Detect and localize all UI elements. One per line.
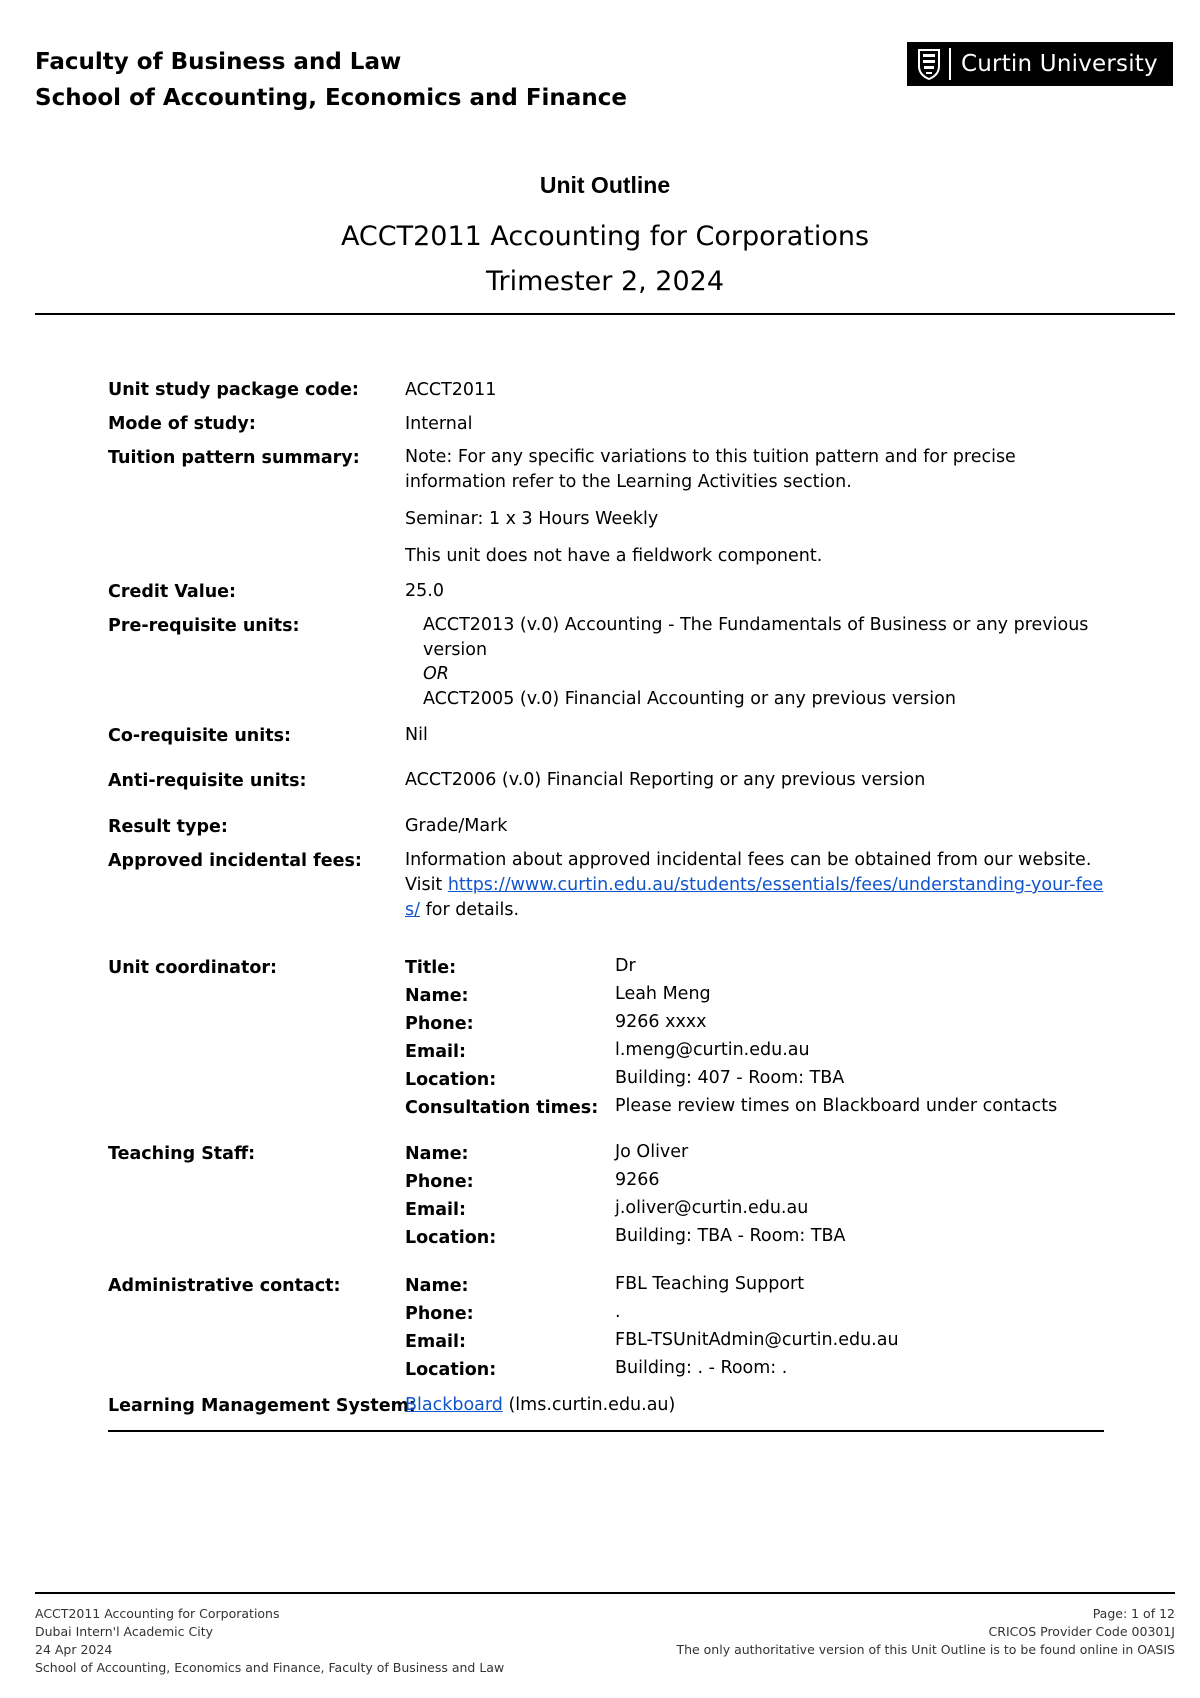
admin-location-label: Location: bbox=[405, 1360, 497, 1380]
prereq-unit-1: ACCT2013 (v.0) Accounting - The Fundamentals of Business or any previous version bbox=[423, 615, 1089, 660]
footer-cricos: CRICOS Provider Code 00301J bbox=[988, 1624, 1175, 1639]
teaching-location-label: Location: bbox=[405, 1228, 497, 1248]
coordinator-title-label: Title: bbox=[405, 958, 457, 978]
teaching-label: Teaching Staff: bbox=[108, 1144, 256, 1164]
lms-link[interactable]: Blackboard bbox=[405, 1395, 503, 1415]
coordinator-name: Leah Meng bbox=[615, 984, 711, 1004]
tuition-note: Note: For any specific variations to this tuition pattern and for precise information refer to the Learning Activities section. bbox=[405, 447, 1016, 492]
teaching-location: Building: TBA - Room: TBA bbox=[615, 1226, 846, 1246]
result-value: Grade/Mark bbox=[405, 816, 508, 836]
document-type: Unit Outline bbox=[539, 172, 671, 198]
coreq-label: Co-requisite units: bbox=[108, 726, 292, 746]
unit-term: Trimester 2, 2024 bbox=[485, 266, 725, 297]
coordinator-consult-label: Consultation times: bbox=[405, 1098, 599, 1118]
coordinator-email-label: Email: bbox=[405, 1042, 466, 1062]
lms-value bbox=[405, 1393, 1200, 1418]
coordinator-title: Dr bbox=[615, 956, 636, 976]
admin-location: Building: . - Room: . bbox=[615, 1358, 788, 1378]
result-label: Result type: bbox=[108, 817, 228, 837]
footer-page-number: Page: 1 of 12 bbox=[1092, 1606, 1175, 1621]
coordinator-location-label: Location: bbox=[405, 1070, 497, 1090]
teaching-name: Jo Oliver bbox=[615, 1142, 689, 1162]
logo-text: Curtin University bbox=[961, 51, 1158, 77]
prereq-or: OR bbox=[423, 664, 449, 684]
footer-school: School of Accounting, Economics and Finance, Faculty of Business and Law bbox=[35, 1660, 505, 1675]
coordinator-location: Building: 407 - Room: TBA bbox=[615, 1068, 845, 1088]
footer-campus: Dubai Intern'l Academic City bbox=[35, 1624, 213, 1639]
package-code-value: ACCT2011 bbox=[405, 380, 497, 400]
footer-left bbox=[35, 1605, 504, 1677]
footer-unit: ACCT2011 Accounting for Corporations bbox=[35, 1606, 280, 1621]
package-code-label: Unit study package code: bbox=[108, 380, 359, 400]
teaching-phone-label: Phone: bbox=[405, 1172, 474, 1192]
faculty-header bbox=[35, 44, 627, 116]
fees-link[interactable]: https://www.curtin.edu.au/students/essentials/fees/understanding-your-fees/ bbox=[405, 875, 1104, 920]
coordinator-label: Unit coordinator: bbox=[108, 958, 277, 978]
crest-icon bbox=[917, 48, 941, 80]
tuition-fieldwork: This unit does not have a fieldwork component. bbox=[405, 546, 823, 566]
coordinator-name-label: Name: bbox=[405, 986, 469, 1006]
footer-divider bbox=[35, 1592, 1175, 1594]
admin-phone-label: Phone: bbox=[405, 1304, 474, 1324]
footer-right bbox=[676, 1605, 1175, 1659]
footer-authoritative-note: The only authoritative version of this Unit Outline is to be found online in OASIS bbox=[676, 1642, 1175, 1657]
credit-value: 25.0 bbox=[405, 581, 444, 601]
coordinator-email: l.meng@curtin.edu.au bbox=[615, 1040, 810, 1060]
teaching-email: j.oliver@curtin.edu.au bbox=[615, 1198, 809, 1218]
mode-value: Internal bbox=[405, 414, 473, 434]
admin-email-label: Email: bbox=[405, 1332, 466, 1352]
coordinator-phone-label: Phone: bbox=[405, 1014, 474, 1034]
lms-url: (lms.curtin.edu.au) bbox=[508, 1395, 676, 1415]
teaching-phone: 9266 bbox=[615, 1170, 660, 1190]
fees-tail: for details. bbox=[425, 900, 520, 920]
admin-name: FBL Teaching Support bbox=[615, 1274, 805, 1294]
antireq-label: Anti-requisite units: bbox=[108, 771, 307, 791]
coordinator-phone: 9266 xxxx bbox=[615, 1012, 707, 1032]
admin-name-label: Name: bbox=[405, 1276, 469, 1296]
admin-email: FBL-TSUnitAdmin@curtin.edu.au bbox=[615, 1330, 899, 1350]
coordinator-consult: Please review times on Blackboard under contacts bbox=[615, 1096, 1058, 1116]
admin-label: Administrative contact: bbox=[108, 1276, 341, 1296]
fees-value bbox=[405, 848, 1105, 923]
footer-date: 24 Apr 2024 bbox=[35, 1642, 113, 1657]
teaching-email-label: Email: bbox=[405, 1200, 466, 1220]
teaching-name-label: Name: bbox=[405, 1144, 469, 1164]
antireq-value: ACCT2006 (v.0) Financial Reporting or any previous version bbox=[405, 770, 926, 790]
school-name: School of Accounting, Economics and Finance bbox=[35, 85, 627, 111]
fees-label: Approved incidental fees: bbox=[108, 851, 362, 871]
credit-label: Credit Value: bbox=[108, 582, 237, 602]
fees-text: Information about approved incidental fees can be obtained from our website. Visit bbox=[405, 850, 1092, 895]
tuition-seminar: Seminar: 1 x 3 Hours Weekly bbox=[405, 509, 659, 529]
lms-label: Learning Management System: bbox=[108, 1396, 416, 1416]
admin-phone: . bbox=[615, 1302, 621, 1322]
coreq-value: Nil bbox=[405, 725, 428, 745]
details-divider bbox=[108, 1430, 1104, 1432]
prereq-label: Pre-requisite units: bbox=[108, 616, 300, 636]
title-divider bbox=[35, 313, 1175, 315]
curtin-logo bbox=[907, 42, 1173, 86]
prereq-unit-2: ACCT2005 (v.0) Financial Accounting or any previous version bbox=[423, 689, 956, 709]
faculty-name: Faculty of Business and Law bbox=[35, 49, 402, 75]
tuition-label: Tuition pattern summary: bbox=[108, 448, 360, 468]
unit-title: ACCT2011 Accounting for Corporations bbox=[340, 221, 870, 252]
mode-label: Mode of study: bbox=[108, 414, 256, 434]
